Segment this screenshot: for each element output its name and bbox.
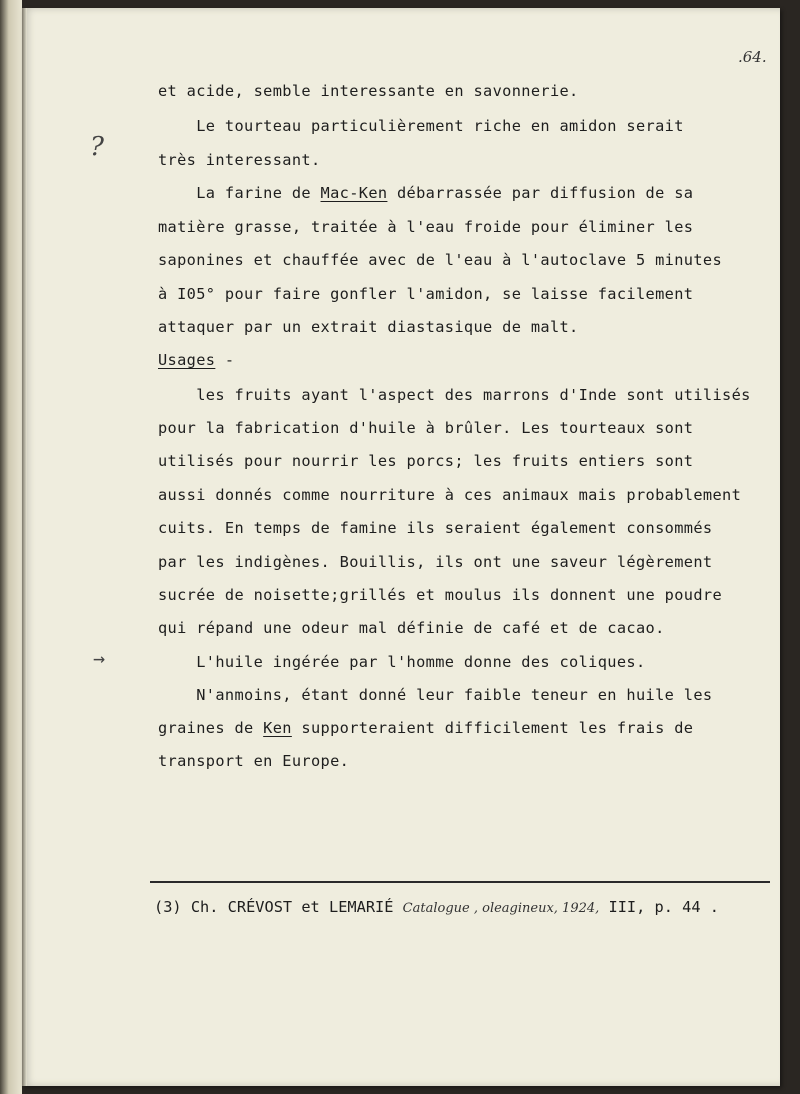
text-line: attaquer par un extrait diastasique de malt. (158, 318, 579, 336)
text-line: très interessant. (158, 151, 321, 169)
text-line: et acide, semble interessante en savonnerie. (158, 82, 579, 100)
footnote-reference: (3) Ch. CRÉVOST et LEMARIÉ (154, 898, 394, 916)
text-line: L'huile ingérée par l'homme donne des coliques. (158, 653, 646, 671)
text-line: transport en Europe. (158, 752, 350, 770)
text-segment: débarrassée par diffusion de sa (387, 184, 694, 202)
document-page (22, 8, 780, 1086)
text-line: qui répand une odeur mal définie de café et de cacao. (158, 619, 665, 637)
facing-page-edge (0, 0, 22, 1094)
text-line: saponines et chauffée avec de l'eau à l'autoclave 5 minutes (158, 251, 723, 269)
text-segment: graines de (158, 719, 264, 737)
text-segment: - (215, 351, 235, 369)
margin-arrow-mark: → (93, 646, 106, 670)
text-line: sucrée de noisette;grillés et moulus ils donnent une poudre (158, 586, 723, 604)
underlined-heading: Usages (158, 351, 216, 369)
footnote (154, 898, 719, 916)
section-heading (158, 351, 234, 369)
text-line: N'anmoins, étant donné leur faible teneur en huile les (158, 686, 713, 704)
text-line: par les indigènes. Bouillis, ils ont une saveur légèrement (158, 553, 713, 571)
page-binding-shadow (22, 8, 27, 1086)
text-line (158, 184, 693, 202)
text-segment: La farine de (158, 184, 321, 202)
footnote-tail: III, p. 44 . (608, 898, 720, 916)
page-number: .64. (738, 48, 767, 66)
handwritten-annotation: Catalogue , oleagineux, 1924, (402, 901, 600, 916)
text-line: pour la fabrication d'huile à brûler. Les tourteaux sont (158, 419, 694, 437)
margin-question-mark: ? (90, 132, 104, 162)
text-line: les fruits ayant l'aspect des marrons d'Inde sont utilisés (158, 386, 751, 404)
underlined-term: Mac-Ken (320, 184, 388, 202)
text-line: Le tourteau particulièrement riche en amidon serait (158, 117, 684, 135)
footnote-divider (150, 881, 770, 883)
text-line: cuits. En temps de famine ils seraient également consommés (158, 519, 713, 537)
text-line: à I05° pour faire gonfler l'amidon, se laisse facilement (158, 285, 694, 303)
text-line: utilisés pour nourrir les porcs; les fruits entiers sont (158, 452, 694, 470)
text-line: matière grasse, traitée à l'eau froide pour éliminer les (158, 218, 694, 236)
underlined-term: Ken (263, 719, 292, 737)
text-line: aussi donnés comme nourriture à ces animaux mais probablement (158, 486, 742, 504)
text-segment: supporteraient difficilement les frais de (291, 719, 694, 737)
text-line (158, 719, 693, 737)
